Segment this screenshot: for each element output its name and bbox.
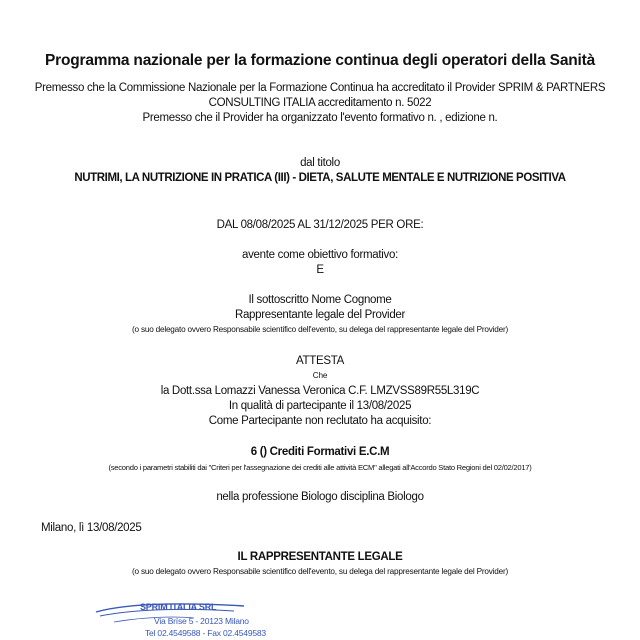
document-title: Programma nazionale per la formazione continua degli operatori della Sanità	[44, 52, 596, 69]
signatory-name: Il sottoscritto Nome Cognome	[248, 294, 392, 306]
signatory-note: (o suo delegato ovvero Responsabile scientifico dell'evento, su delega del rappresentante legale del Provider)	[132, 325, 508, 334]
intro-line-2: CONSULTING ITALIA accreditamento n. 5022	[208, 97, 432, 109]
signatory-role: Rappresentante legale del Provider	[234, 309, 406, 321]
stamp-address: Via Bríse 5 - 20123 Milano	[154, 616, 249, 626]
profession-text: nella professione Biologo disciplina Biologo	[216, 491, 424, 503]
place-date: Milano, lì 13/08/2025	[41, 522, 142, 534]
stamp-phone: Tel 02.4549588 - Fax 02.4549583	[145, 628, 266, 638]
intro-line-1: Premesso che la Commissione Nazionale per la Formazione Continua ha accreditato il Provider SPRIM & PARTNERS	[34, 82, 606, 94]
event-title-label: dal titolo	[300, 157, 340, 169]
credits-text: 6 () Crediti Formativi E.C.M	[250, 446, 390, 458]
objective-label: avente come obiettivo formativo:	[242, 249, 398, 261]
legal-representative-note: (o suo delegato ovvero Responsabile scientifico dell'evento, su delega del rappresentante legale del Provider)	[132, 567, 508, 576]
event-title: NUTRIMI, LA NUTRIZIONE IN PRATICA (III) - DIETA, SALUTE MENTALE E NUTRIZIONE POSITIVA	[74, 172, 566, 184]
intro-line-3: Premesso che il Provider ha organizzato l'evento formativo n. , edizione n.	[142, 112, 498, 124]
stamp-company: SPRIM ITALIA SRL	[140, 602, 217, 612]
acquired-text: Come Partecipante non reclutato ha acquisito:	[208, 415, 432, 427]
attesta-heading: ATTESTA	[296, 355, 344, 367]
participant-role: In qualità di partecipante il 13/08/2025	[228, 400, 412, 412]
objective-value: E	[316, 264, 324, 276]
participant-name: la Dott.ssa Lomazzi Vanessa Veronica C.F. LMZVSS89R55L319C	[160, 385, 480, 397]
criteria-note: (secondo i parametri stabiliti dai "Criteri per l'assegnazione dei crediti alle attività ECM" allegati all'Accordo Stato Regioni del 02/02/2017)	[108, 463, 532, 472]
che-label: Che	[312, 371, 328, 380]
legal-representative-heading: IL RAPPRESENTANTE LEGALE	[237, 551, 403, 563]
event-dates: DAL 08/08/2025 AL 31/12/2025 PER ORE:	[216, 219, 424, 231]
